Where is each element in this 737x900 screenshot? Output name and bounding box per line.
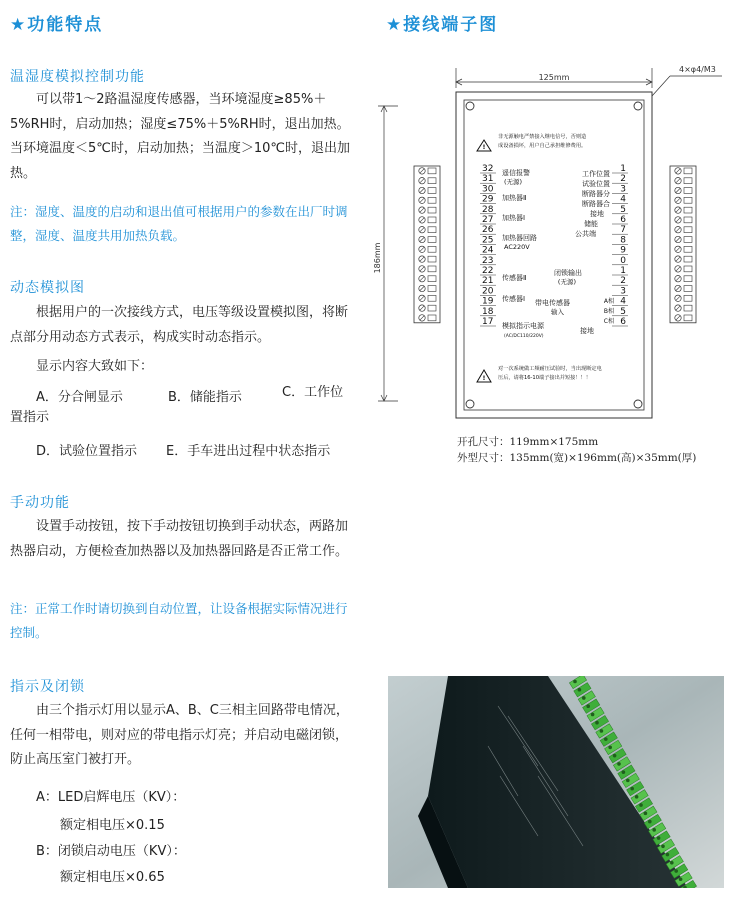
green-terminal-screw (674, 869, 678, 873)
warning-text-line: 非无源触电严禁接入继电信号，否则造 (498, 134, 587, 140)
right-terminal-label: 接地 (590, 210, 604, 218)
left-terminal-label: 传感器Ⅰ (502, 295, 526, 303)
manual-paragraph: 设置手动按钮，按下手动按钮切换到手动状态，两路加热器启动，方便检查加热器以及加热器回路是否正常工作。 (10, 519, 349, 559)
green-terminal-screw (635, 795, 639, 799)
terminal-slot (428, 256, 436, 262)
terminal-number: 0 (620, 255, 626, 266)
warning-text-line: 成设备损坏，用户自己承担维修费用。 (498, 143, 587, 149)
right-terminal-label: 带电传感器 (535, 299, 570, 307)
green-terminal-screw (591, 713, 595, 717)
green-terminal-screw (652, 828, 656, 832)
terminal-number: 6 (620, 215, 626, 225)
cutout-dimensions: 开孔尺寸：119mm×175mm (457, 436, 599, 448)
terminal-slot (428, 266, 436, 272)
left-terminal-strip (414, 166, 440, 323)
terminal-number: 6 (620, 317, 626, 327)
right-terminal-label: 公共端 (575, 230, 596, 238)
left-terminal-label: 模拟指示电源 (502, 322, 544, 330)
terminal-number: 25 (482, 235, 494, 246)
terminal-number: 28 (482, 204, 494, 215)
terminal-slot (428, 168, 436, 174)
terminal-slot (428, 197, 436, 203)
green-terminal-screw (661, 845, 665, 849)
green-terminal-screw (582, 696, 586, 700)
terminal-slot (684, 178, 692, 184)
left-terminal-label: 加热器Ⅱ (502, 194, 527, 202)
mounting-hole-label: 4×φ4/M3 (679, 65, 716, 74)
terminal-number: 31 (482, 174, 494, 185)
terminal-slot (428, 276, 436, 282)
terminal-number: 5 (620, 204, 626, 215)
left-terminal-label: 传感器Ⅱ (502, 274, 527, 282)
terminal-slot (684, 207, 692, 213)
wiring-diagram (370, 58, 730, 428)
terminal-number: 7 (620, 225, 626, 236)
section-title-dynamic-diagram: 动态模拟图 (10, 280, 85, 296)
right-terminal-label: 接地 (580, 327, 594, 335)
terminal-slot (428, 178, 436, 184)
terminal-slot (684, 305, 692, 311)
terminal-slot (684, 246, 692, 252)
terminal-number: 18 (482, 306, 494, 317)
wiring-title: ★接线端子图 (386, 15, 499, 35)
green-terminal-screw (573, 680, 577, 684)
right-terminal-label: 储能 (584, 220, 598, 228)
right-terminal-strip (670, 166, 696, 323)
item-b: B．储能指示 (168, 390, 242, 405)
green-terminal-screw (657, 836, 661, 840)
green-terminal-screw (648, 820, 652, 824)
right-terminal-sublabel: 输入 (551, 308, 564, 316)
indication-lock-paragraph: 由三个指示灯用以显示A、B、C三相主回路带电情况，任何一相带电，则对应的带电指示灯亮；并启动电磁闭锁，防止高压室门被打开。 (10, 703, 349, 767)
right-terminal-label: 断路器分 (582, 190, 610, 198)
svg-text:!: ! (482, 144, 486, 151)
led-voltage-value: 额定相电压×0.15 (60, 818, 165, 833)
green-terminal-screw (626, 779, 630, 783)
left-terminal-sublabel: (无源) (504, 178, 523, 186)
terminal-slot (428, 188, 436, 194)
terminal-slot (428, 227, 436, 233)
width-dimension-label: 125mm (538, 73, 570, 82)
left-terminal-label: 遥信报警 (502, 169, 530, 177)
led-voltage-label: A：LED启辉电压（KV）： (36, 790, 186, 805)
green-terminal-screw (666, 853, 670, 857)
right-terminal-label: 试验位置 (582, 180, 610, 188)
warning-text-line: 压后，请将16-10端子接出并短接！！！ (498, 375, 591, 381)
green-terminal-screw (670, 861, 674, 865)
terminal-number: 9 (620, 245, 626, 256)
terminal-slot (428, 246, 436, 252)
temp-humidity-note: 注：湿度、温度的启动和退出值可根据用户的参数在出厂时调整，湿度、温度共用加热负载。 (10, 204, 348, 243)
right-terminal-label: B相 (603, 308, 614, 315)
right-terminal-label: 工作位置 (582, 170, 610, 178)
terminal-number: 4 (620, 194, 626, 205)
manual-note: 注：正常工作时请切换到自动位置，让设备根据实际情况进行控制。 (10, 601, 348, 640)
terminal-slot (684, 227, 692, 233)
terminal-number: 17 (482, 317, 494, 327)
green-terminal-screw (617, 762, 621, 766)
terminal-number: 27 (482, 215, 494, 225)
left-terminal-sublabel: (AC/DC110/220V) (504, 334, 544, 339)
temp-humidity-paragraph: 可以带1～2路温湿度传感器，当环境湿度≥85%＋5%RH时，启动加热；湿度≤75%＋5%RH时，退出加热。当环境温度＜5℃时，启动加热；当温度＞10℃时，退出加热。 (10, 92, 351, 181)
section-title-temp-humidity: 温湿度模拟控制功能 (10, 69, 145, 85)
terminal-number: 3 (620, 286, 626, 297)
product-photo (388, 676, 724, 888)
green-terminal-screw (644, 812, 648, 816)
terminal-number: 1 (620, 164, 626, 174)
terminal-slot (684, 256, 692, 262)
terminal-slot (684, 315, 692, 321)
green-terminal-screw (639, 803, 643, 807)
green-terminal-screw (578, 688, 582, 692)
terminal-slot (428, 295, 436, 301)
terminal-slot (684, 266, 692, 272)
green-terminal-screw (679, 877, 683, 881)
display-content-intro: 显示内容大致如下： (36, 359, 154, 374)
terminal-slot (684, 217, 692, 223)
right-terminal-label: 断路器合 (582, 200, 610, 208)
green-terminal-screw (586, 704, 590, 708)
green-terminal-screw (608, 746, 612, 750)
terminal-slot (684, 286, 692, 292)
right-terminal-label: C相 (603, 318, 614, 325)
right-terminal-label: A相 (603, 298, 614, 305)
section-title-manual: 手动功能 (10, 495, 70, 511)
lock-voltage-label: B：闭锁启动电压（KV）： (36, 844, 186, 859)
terminal-number: 2 (620, 174, 626, 185)
item-a: A．分合闸显示 (36, 390, 123, 405)
terminal-slot (684, 295, 692, 301)
terminal-number: 24 (482, 245, 494, 256)
green-terminal-screw (595, 721, 599, 725)
dynamic-diagram-paragraph: 根据用户的一次接线方式，电压等级设置模拟图，将断点部分用动态方式表示，构成实时动态指示。 (10, 305, 349, 345)
outer-dimensions: 外型尺寸：135mm(宽)×196mm(高)×35mm(厚) (457, 452, 697, 464)
terminal-slot (428, 237, 436, 243)
item-e: E．手车进出过程中状态指示 (166, 444, 331, 459)
terminal-number: 26 (482, 225, 494, 236)
terminal-slot (684, 197, 692, 203)
left-terminal-label: 加热器Ⅰ (502, 214, 526, 222)
features-title: ★功能特点 (10, 15, 104, 35)
terminal-slot (428, 305, 436, 311)
terminal-number: 22 (482, 266, 494, 276)
left-terminal-sublabel: AC220V (504, 243, 530, 251)
green-terminal-screw (622, 770, 626, 774)
green-terminal-screw (613, 754, 617, 758)
lock-voltage-value: 额定相电压×0.65 (60, 870, 165, 885)
terminal-number: 29 (482, 194, 494, 205)
terminal-number: 8 (620, 235, 626, 246)
terminal-number: 23 (482, 255, 494, 266)
green-terminal-screw (630, 787, 634, 791)
item-c: C．工作位置指示 (10, 385, 344, 425)
svg-text:!: ! (482, 375, 486, 382)
terminal-number: 1 (620, 266, 626, 276)
terminal-number: 30 (482, 184, 494, 195)
terminal-number: 3 (620, 184, 626, 195)
terminal-number: 32 (482, 164, 494, 174)
terminal-slot (684, 237, 692, 243)
terminal-slot (428, 315, 436, 321)
height-dimension-label: 186mm (373, 242, 382, 274)
right-terminal-sublabel: (无源) (557, 278, 576, 286)
terminal-number: 19 (482, 296, 494, 307)
terminal-slot (684, 188, 692, 194)
terminal-number: 21 (482, 276, 494, 287)
left-terminal-label: 加热器回路 (502, 234, 537, 242)
terminal-number: 5 (620, 306, 626, 317)
warning-text-line: 对一次系统做工频耐压试验时，当出现断定电 (498, 366, 602, 372)
terminal-slot (684, 276, 692, 282)
terminal-slot (684, 168, 692, 174)
terminal-slot (428, 207, 436, 213)
terminal-slot (428, 286, 436, 292)
right-terminal-label: 闭锁输出 (554, 269, 582, 277)
green-terminal-screw (600, 729, 604, 733)
terminal-number: 20 (482, 286, 494, 297)
terminal-slot (428, 217, 436, 223)
terminal-number: 2 (620, 276, 626, 287)
section-title-indication-lock: 指示及闭锁 (10, 679, 85, 695)
terminal-number: 4 (620, 296, 626, 307)
green-terminal-screw (604, 737, 608, 741)
item-d: D．试验位置指示 (36, 444, 138, 459)
